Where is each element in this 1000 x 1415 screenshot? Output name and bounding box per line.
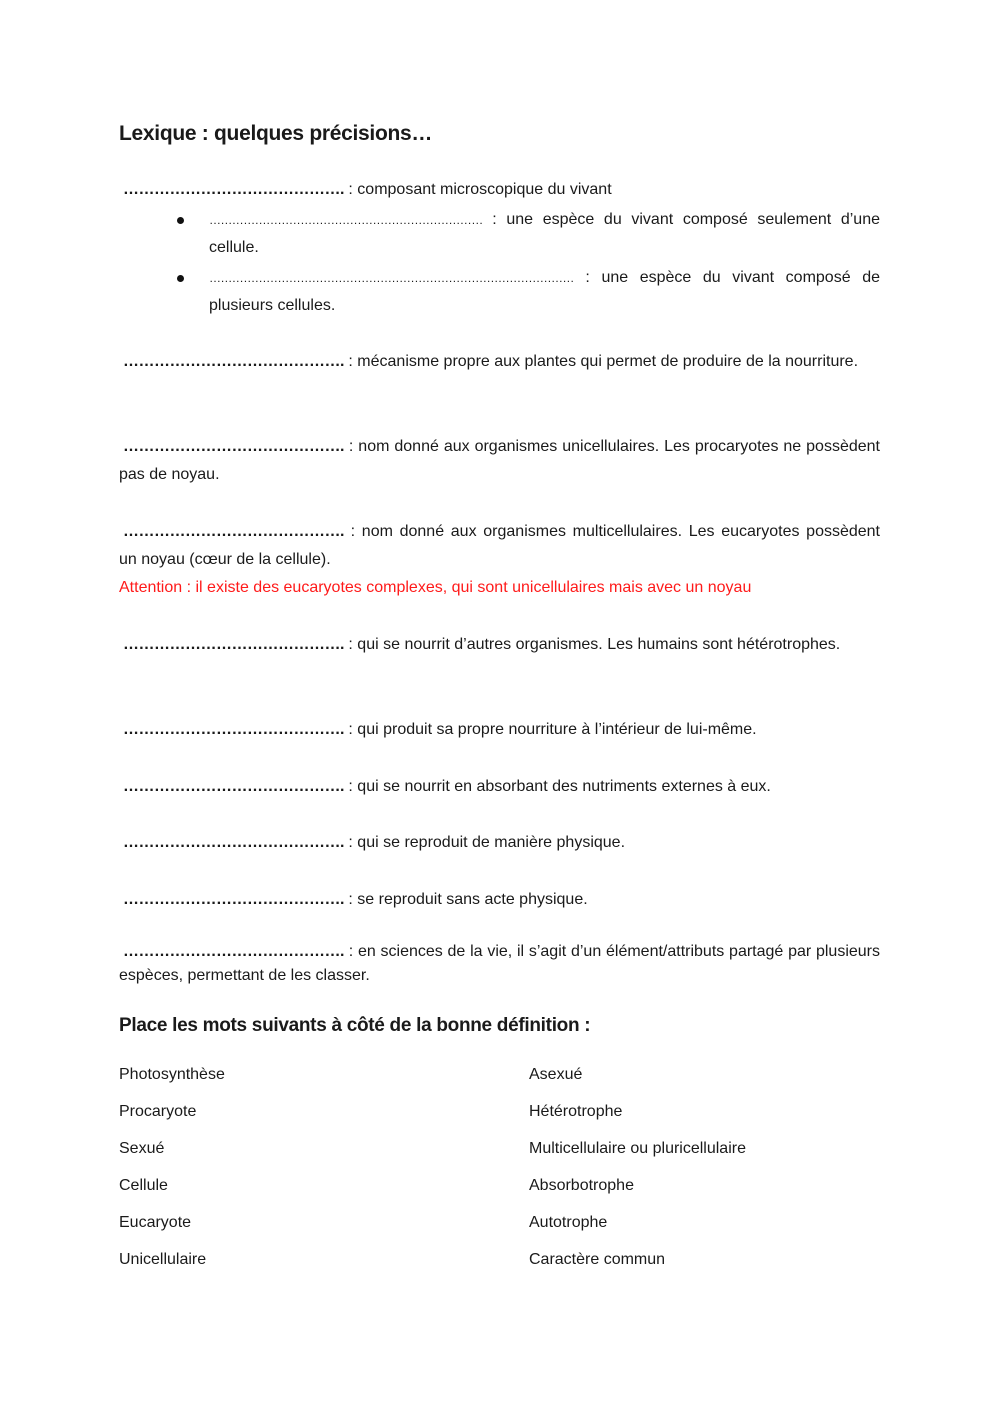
definition-absorbotrophe <box>119 773 880 801</box>
blank-field[interactable]: ……………………………………. <box>123 353 344 370</box>
blank-field[interactable]: ……………………………………. <box>123 636 344 653</box>
word-item: Asexué <box>529 1066 583 1083</box>
definition-text: : composant microscopique du vivant <box>348 181 612 198</box>
blank-field[interactable]: ……………………………………. <box>123 523 344 540</box>
exercise-title: Place les mots suivants à côté de la bonne définition : <box>119 1015 591 1036</box>
definition-asexue <box>119 886 880 914</box>
definition-text: : nom donné aux organismes unicellulaires. Les procaryotes ne possèdent pas de noyau. <box>119 438 880 483</box>
definition-text: : nom donné aux organismes multicellulaires. Les eucaryotes possèdent un noyau (cœur de la cellule). <box>119 523 881 568</box>
definition-text: : qui produit sa propre nourriture à l’intérieur de lui-même. <box>348 721 757 738</box>
blank-field[interactable]: …………………………………………………………………………………… <box>209 271 574 285</box>
definition-cellule <box>119 176 880 204</box>
sub-definition-list <box>174 206 880 320</box>
word-item: Cellule <box>119 1177 168 1194</box>
definition-text: : une espèce du vivant composé de plusieurs cellules. <box>209 269 880 314</box>
word-item: Unicellulaire <box>119 1251 207 1268</box>
definition-text: : qui se reproduit de manière physique. <box>348 834 626 851</box>
definition-sexue <box>119 829 880 857</box>
definition-text: : qui se nourrit d’autres organismes. Les humains sont hétérotrophes. <box>348 636 841 653</box>
blank-field[interactable]: ……………………………………. <box>123 721 344 738</box>
blank-field[interactable]: ……………………………………. <box>123 181 344 198</box>
blank-field[interactable]: ……………………………………. <box>123 834 344 851</box>
sub-definition-multicellulaire <box>174 264 880 320</box>
definition-caractere-commun <box>119 940 880 988</box>
word-item: Procaryote <box>119 1103 197 1120</box>
definition-eucaryote <box>119 518 880 602</box>
word-item: Absorbotrophe <box>529 1177 634 1194</box>
bullet-icon <box>177 217 184 224</box>
word-item: Eucaryote <box>119 1214 192 1231</box>
blank-field[interactable]: ……………………………………. <box>123 891 344 908</box>
sub-definition-unicellulaire <box>174 206 880 262</box>
bullet-icon <box>177 275 184 282</box>
definition-text: : se reproduit sans acte physique. <box>348 891 588 908</box>
definition-heterotrophe <box>119 631 880 659</box>
blank-field[interactable]: ……………………………………. <box>123 778 344 795</box>
definition-photosynthese <box>119 348 880 376</box>
warning-note: Attention : il existe des eucaryotes complexes, qui sont unicellulaires mais avec un noyau <box>119 579 752 596</box>
word-item: Sexué <box>119 1140 165 1157</box>
word-item: Hétérotrophe <box>529 1103 623 1120</box>
blank-field[interactable]: ……………………………………………………………… <box>209 213 483 227</box>
word-item: Multicellulaire ou pluricellulaire <box>529 1140 746 1157</box>
blank-field[interactable]: ……………………………………. <box>123 438 344 455</box>
definition-autotrophe <box>119 716 880 744</box>
definition-procaryote <box>119 433 880 489</box>
word-item: Photosynthèse <box>119 1066 225 1083</box>
page-title: Lexique : quelques précisions… <box>119 122 433 145</box>
word-item: Autotrophe <box>529 1214 608 1231</box>
definition-text: : une espèce du vivant composé seulement d’une cellule. <box>209 211 880 256</box>
definition-text: : en sciences de la vie, il s’agit d’un élément/attributs partagé par plusieurs espèces, permettant de les classer. <box>119 943 880 984</box>
blank-field[interactable]: ……………………………………. <box>123 943 344 960</box>
definition-text: : mécanisme propre aux plantes qui permet de produire de la nourriture. <box>348 353 859 370</box>
definition-text: : qui se nourrit en absorbant des nutriments externes à eux. <box>348 778 771 795</box>
word-item: Caractère commun <box>529 1251 666 1268</box>
